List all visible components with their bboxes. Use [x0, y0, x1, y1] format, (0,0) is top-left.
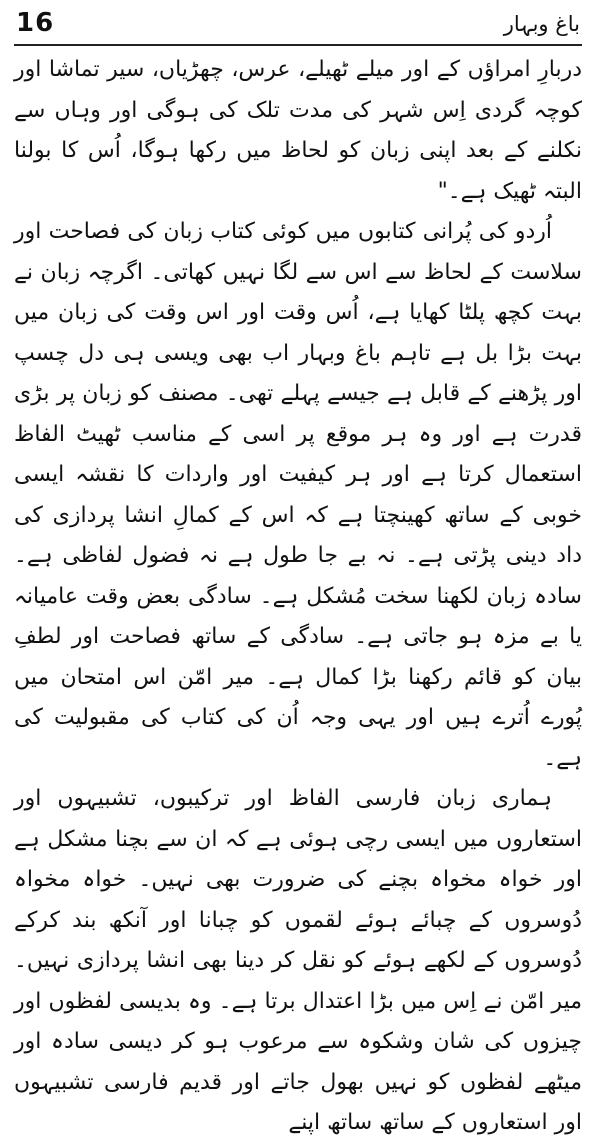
- running-title: باغ وبہار: [503, 12, 580, 36]
- page-header: [14, 6, 582, 46]
- paragraph: دربارِ امراؤں کے اور میلے ٹھیلے، عرس، چھڑیاں، سیر تماشا اور کوچہ گردی اِس شہر کی مدت تلک کی ہوگی اور وہاں سے نکلنے کے بعد اپنی زبان کو لحاظ میں رکھا ہوگا، اُس کا بولنا البتہ ٹھیک ہے۔": [14, 57, 582, 204]
- page-number: 16: [16, 8, 55, 38]
- paragraph: ہماری زبان فارسی الفاظ اور ترکیبوں، تشبیہوں اور استعاروں میں ایسی رچی ہوئی ہے کہ ان سے بچنا مشکل ہے اور خواہ مخواہ بچنے کی ضرورت بھی نہیں۔ خواہ مخواہ دُوسروں کے چبائے ہوئے لقموں کو چبانا اور آنکھ بند کرکے دُوسروں کے لکھے ہوئے کو نقل کر دینا بھی انشا پردازی نہیں۔ میر امّن نے اِس میں بڑا اعتدال برتا ہے۔ وہ بدیسی لفظوں اور چیزوں کی شان وشکوہ سے مرعوب ہو کر دیسی سادہ اور میٹھے لفظوں کو نہیں بھول جاتے اور قدیم فارسی تشبیہوں اور استعاروں کے ساتھ ساتھ اپنے: [14, 786, 582, 1135]
- header-rule: [14, 44, 582, 46]
- paragraph: اُردو کی پُرانی کتابوں میں کوئی کتاب زبان کی فصاحت اور سلاست کے لحاظ سے اس سے لگا نہیں کھاتی۔ اگرچہ زبان نے بہت کچھ پلٹا کھایا ہے، اُس وقت اور اس وقت کی زبان میں بہت بڑا بل ہے تاہم باغ وبہار اب بھی ویسی ہی دل چسپ اور پڑھنے کے قابل ہے جیسے پہلے تھی۔ مصنف کو زبان پر بڑی قدرت ہے اور وہ ہر موقع پر اسی کے مناسب ٹھیٹ الفاظ استعمال کرتا ہے اور ہر کیفیت اور واردات کا نقشہ ایسی خوبی کے ساتھ کھینچتا ہے کہ اس کے کمالِ انشا پردازی کی داد دینی پڑتی ہے۔ نہ بے جا طول ہے نہ فضول لفاظی ہے۔ سادہ زبان لکھنا سخت مُشکل ہے۔ سادگی بعض وقت عامیانہ یا بے مزہ ہو جاتی ہے۔ سادگی کے ساتھ فصاحت اور لطفِ بیان کو قائم رکھنا بڑا کمال ہے۔ میر امّن اس امتحان میں پُورے اُترے ہیں اور یہی وجہ اُن کی کتاب کی مقبولیت کی ہے۔: [14, 219, 582, 771]
- body-text: [14, 50, 582, 1144]
